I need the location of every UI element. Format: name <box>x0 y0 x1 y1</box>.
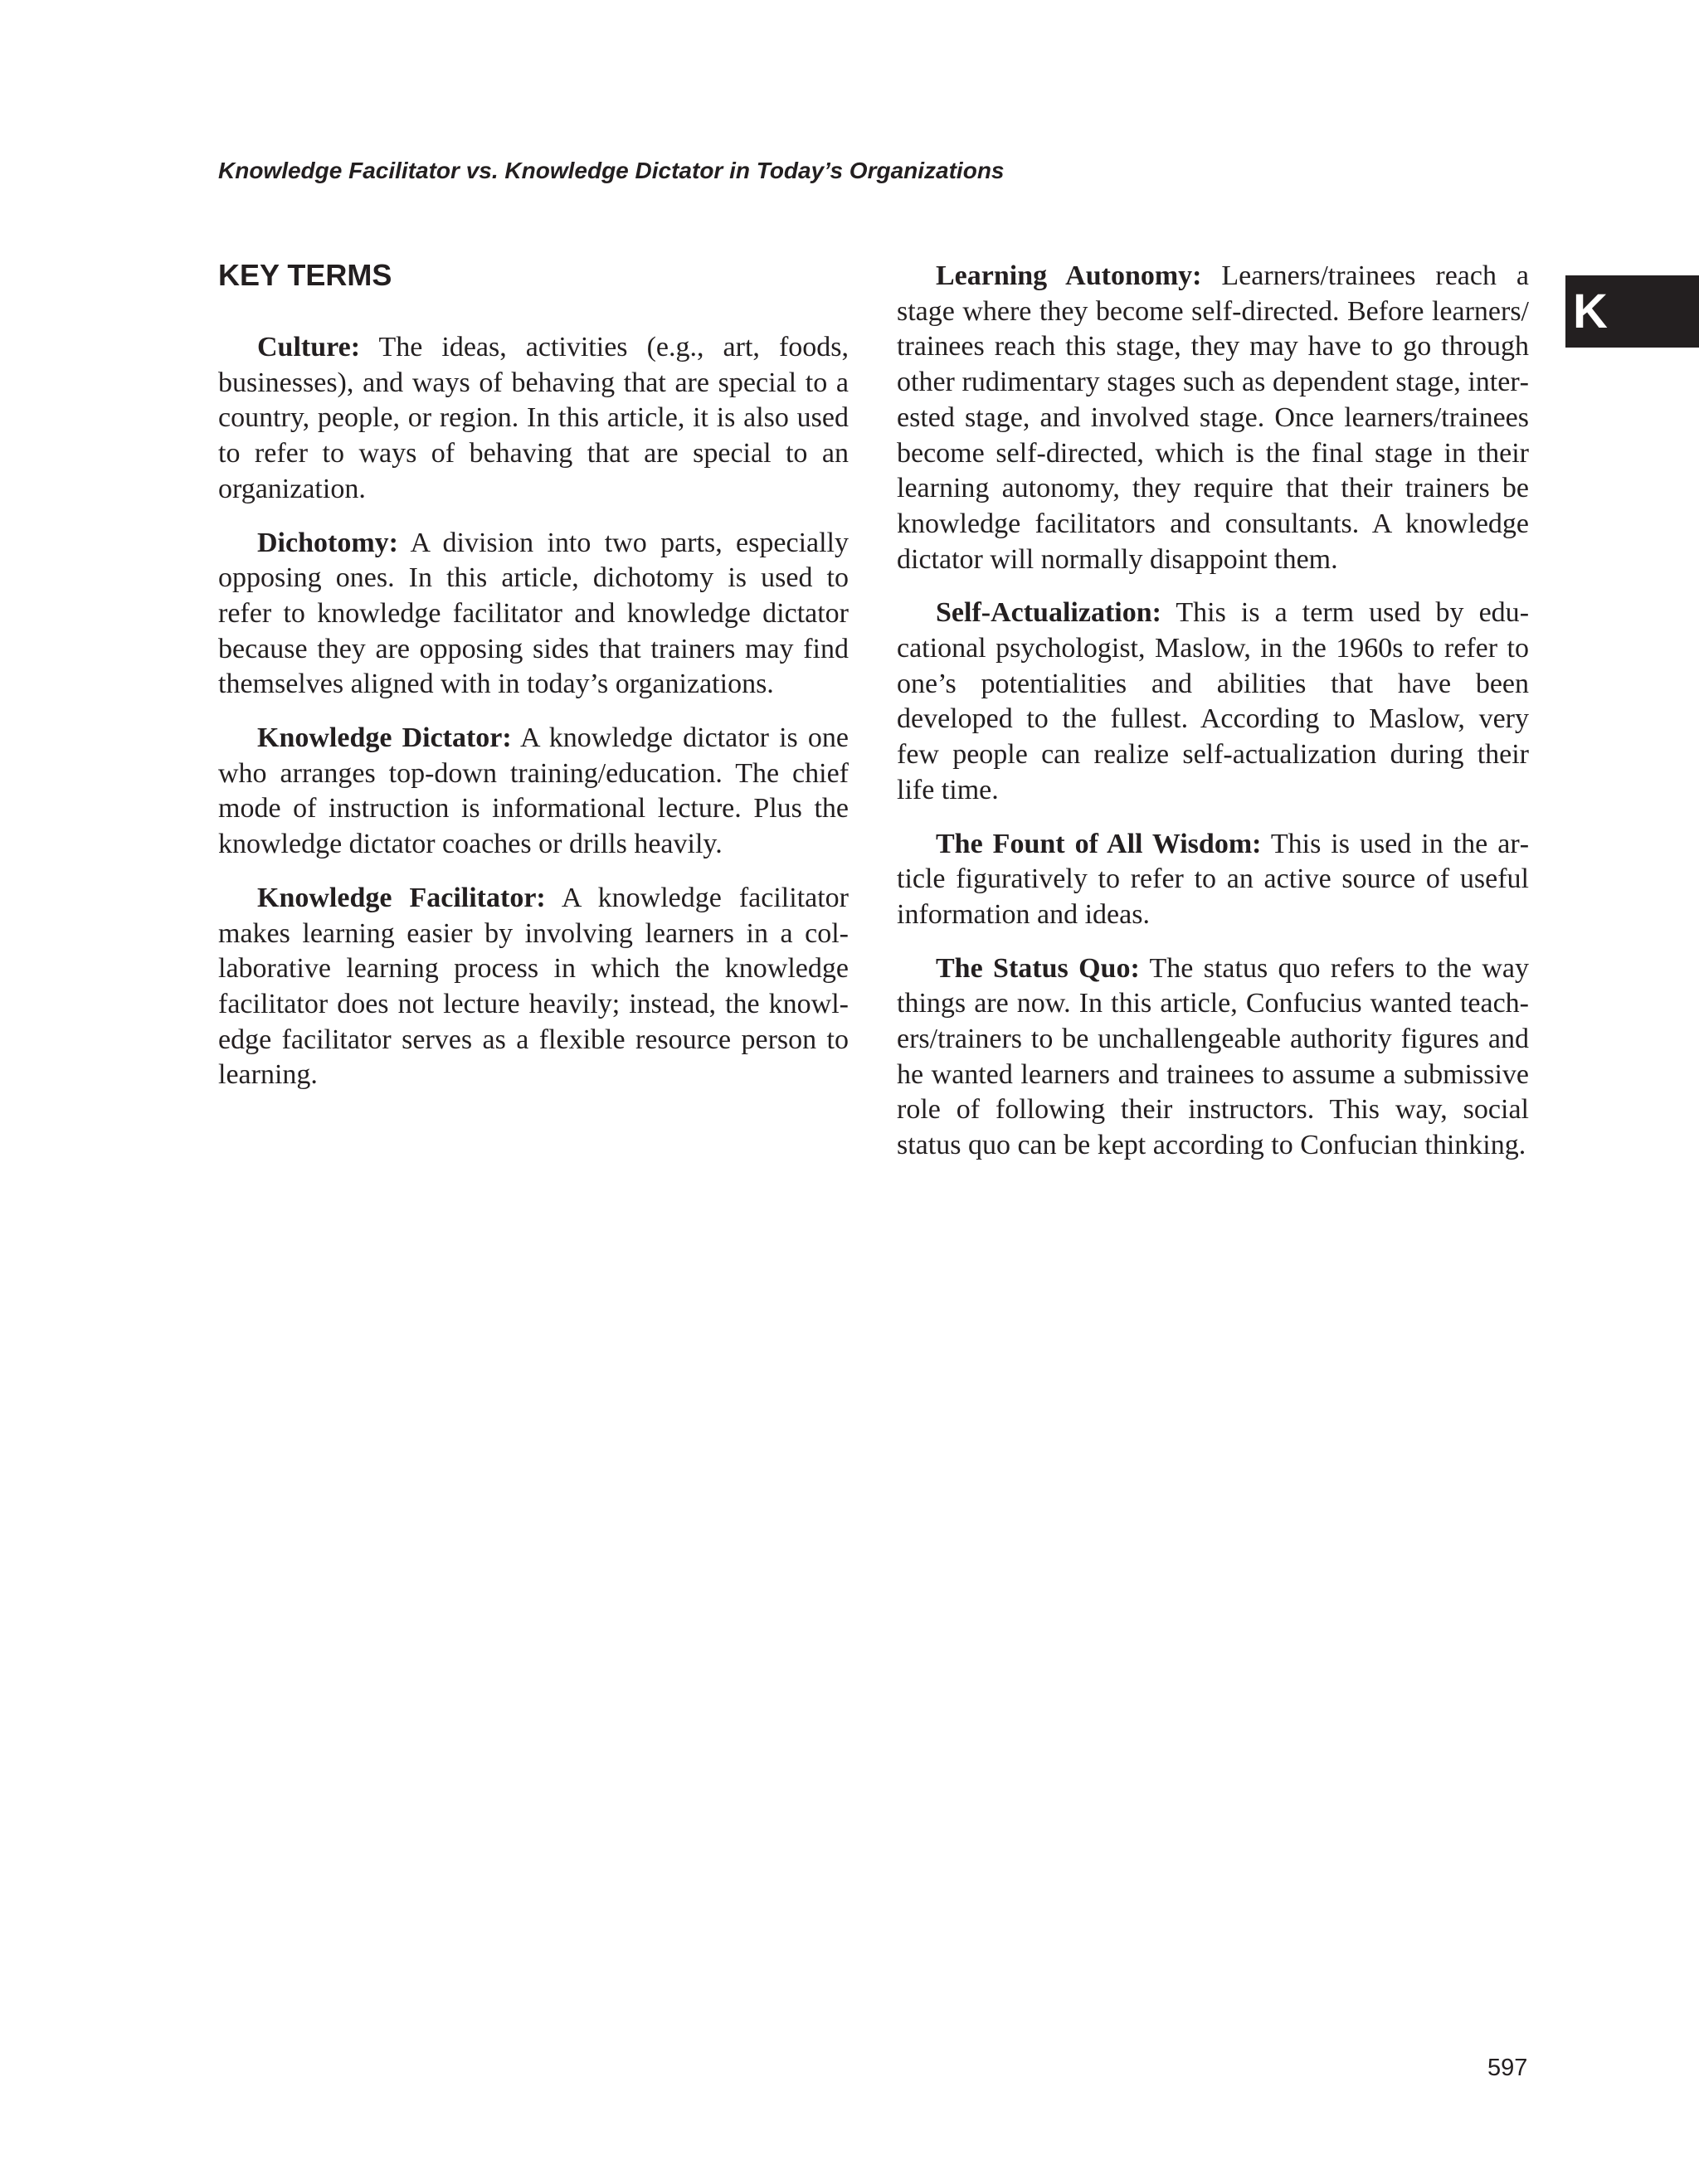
glossary-definition: A division into two parts, especially opposing ones. In this article, dichotomy is used to refer to knowledge facilitator and knowledge dictator because they are opposing sides that trainers may find themselves aligned with in today’s organizations. <box>218 527 849 700</box>
glossary-term: The Fount of All Wisdom: <box>936 828 1262 859</box>
glossary-entry-status-quo <box>897 951 1529 1164</box>
section-thumb-tab <box>1565 275 1699 348</box>
glossary-term: Knowledge Dictator: <box>257 722 512 754</box>
glossary-term: Culture: <box>257 332 361 362</box>
right-column <box>897 259 1529 1182</box>
section-tab-letter: K <box>1573 284 1608 338</box>
glossary-definition: This is used in the article figuratively to refer to an active source of useful information and ideas. <box>897 828 1530 930</box>
glossary-definition: The status quo refers to the way things are now. In this article, Confucius wanted teachers/trainers to be unchallengeable authority figures and he wanted learners and trainees to assume a submissive role of following their instructors. This way, social status quo can be kept according to Confucian thinking. <box>897 952 1529 1161</box>
glossary-entry-self-actualization <box>897 596 1529 808</box>
key-terms-heading: KEY TERMS <box>218 258 392 292</box>
glossary-entry-dichotomy <box>218 526 849 703</box>
glossary-entry-learning-autonomy <box>897 259 1529 577</box>
glossary-term: Knowledge Facilitator: <box>257 882 546 913</box>
glossary-term: Dichotomy: <box>257 527 398 558</box>
glossary-definition: A knowledge dictator is one who arranges top-down training/education. The chief mode of instruction is informational lecture. Plus the knowledge dictator coaches or drills heavily. <box>218 722 849 860</box>
glossary-definition: Learners/trainees reach a stage where they become self-directed. Before learners/ trainees reach this stage, they may have to go through other rudimentary stages such as dependent stage, interested stage, and involved stage. Once learners/trainees become self-directed, which is the final stage in their learning autonomy, they require that their trainers be knowledge facilitators and consultants. A knowledge dictator will normally disappoint them. <box>897 260 1529 575</box>
page-number: 597 <box>1487 2055 1528 2081</box>
glossary-definition: A knowledge facilitator makes learning easier by involving learners in a collaborative learning process in which the knowledge facilitator does not lecture heavily; instead, the knowledge facilitator serves as a flexible resource person to learning. <box>218 882 850 1091</box>
glossary-definition: The ideas, activities (e.g., art, foods, businesses), and ways of behaving that are special to a country, people, or region. In this article, it is also used to refer to ways of behaving that are special to an organization. <box>218 332 849 504</box>
glossary-entry-knowledge-facilitator <box>218 881 849 1093</box>
left-column <box>218 255 849 1111</box>
glossary-term: Learning Autonomy: <box>936 260 1202 291</box>
glossary-entry-knowledge-dictator <box>218 721 849 863</box>
glossary-entry-fount-of-all-wisdom <box>897 827 1529 933</box>
glossary-term: Self-Actualization: <box>936 597 1161 629</box>
glossary-entry-culture <box>218 330 849 508</box>
glossary-definition: This is a term used by educational psychologist, Maslow, in the 1960s to refer to one’s potentialities and abilities that have been developed to the fullest. According to Maslow, very few people can realize self-actualization during their life time. <box>897 597 1530 805</box>
glossary-term: The Status Quo: <box>936 952 1140 984</box>
running-head: Knowledge Facilitator vs. Knowledge Dictator in Today’s Organizations <box>218 158 1005 183</box>
